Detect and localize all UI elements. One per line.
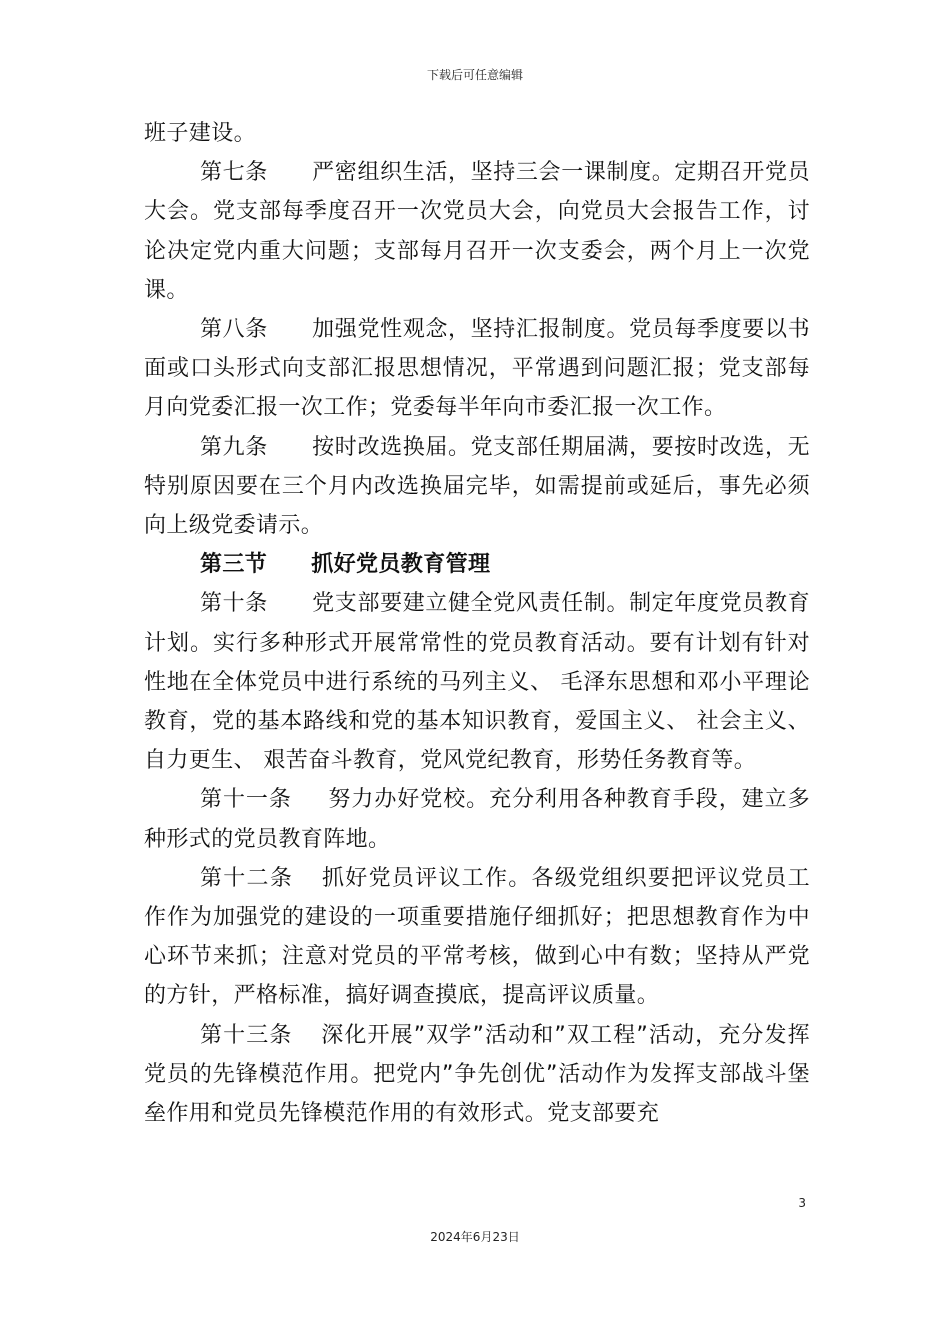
article-11-text: 努力办好党校。充分利用各种教育手段，建立多种形式的党员教育阵地。 [144, 787, 810, 852]
page-number: 3 [798, 1196, 806, 1210]
section-heading-label: 第三节 [200, 552, 268, 578]
article-9-label: 第九条 [200, 434, 268, 460]
footer-date: 2024年6月23日 [430, 1230, 520, 1244]
section-heading [144, 545, 810, 584]
article-12 [144, 859, 810, 1016]
article-12-label: 第十二条 [200, 865, 294, 891]
article-8-label: 第八条 [200, 317, 268, 343]
header-note: 下载后可任意编辑 [426, 68, 523, 82]
section-heading-text: 抓好党员教育管理 [311, 552, 491, 578]
article-7-text: 严密组织生活，坚持三会一课制度。定期召开党员大会。党支部每季度召开一次党员大会，向党员大会报告工作，讨论决定党内重大问题；支部每月召开一次支委会，两个月上一次党课。 [144, 160, 810, 303]
article-10 [144, 584, 810, 780]
article-10-label: 第十条 [200, 591, 268, 617]
paragraph-continuation: 班子建设。 [144, 121, 257, 146]
article-9-text: 按时改选换届。党支部任期届满，要按时改选，无特别原因要在三个月内改选换届完毕，如需提前或延后，事先必须向上级党委请示。 [144, 434, 810, 539]
article-8 [144, 310, 810, 428]
document-body [144, 114, 810, 1133]
article-9 [144, 428, 810, 546]
article-7 [144, 153, 810, 310]
article-7-label: 第七条 [200, 160, 268, 186]
article-11-label: 第十一条 [200, 787, 292, 813]
article-11 [144, 780, 810, 858]
article-8-text: 加强党性观念，坚持汇报制度。党员每季度要以书面或口头形式向支部汇报思想情况，平常遇到问题汇报；党支部每月向党委汇报一次工作；党委每半年向市委汇报一次工作。 [144, 317, 810, 421]
article-13 [144, 1016, 810, 1134]
article-12-text: 抓好党员评议工作。各级党组织要把评议党员工作作为加强党的建设的一项重要措施仔细抓好；把思想教育作为中心环节来抓；注意对党员的平常考核，做到心中有数；坚持从严党的方针，严格标准，搞好调查摸底，提高评议质量。 [144, 865, 810, 1009]
article-13-label: 第十三条 [200, 1022, 293, 1048]
article-10-text: 党支部要建立健全党风责任制。制定年度党员教育计划。实行多种形式开展常常性的党员教育活动。要有计划有针对性地在全体党员中进行系统的马列主义、 毛泽东思想和邓小平理论教育，党的基本路线和党的基本知识教育，爱国主义、 社会主义、 自力更生、 艰苦奋斗教育，党风党纪教育，形势任务教育等。 [144, 591, 810, 774]
article-13-text: 深化开展”双学”活动和”双工程”活动，充分发挥党员的先锋模范作用。把党内”争先创优”活动作为发挥支部战斗堡垒作用和党员先锋模范作用的有效形式。党支部要充 [144, 1022, 810, 1127]
